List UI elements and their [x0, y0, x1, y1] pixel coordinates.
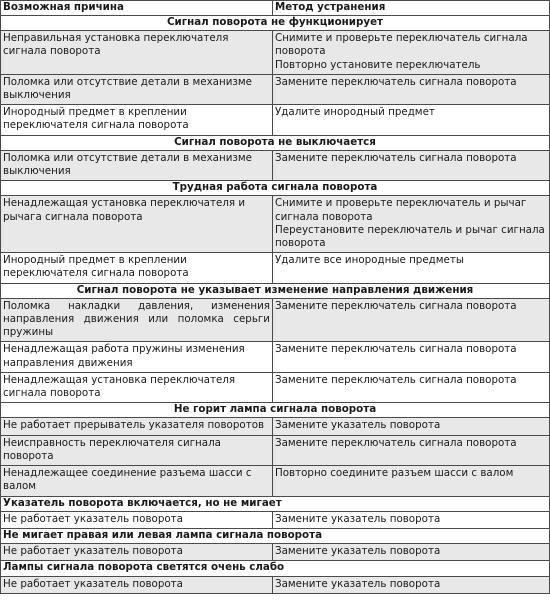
cause-cell: Не работает прерыватель указателя поворотов	[1, 418, 273, 435]
cause-cell: Неправильная установка переключателя сигнала поворота	[1, 31, 273, 75]
remedy-cell	[273, 576, 550, 593]
table-row	[1, 418, 550, 435]
remedy-line: Снимите и проверьте переключатель и рычаг сигнала поворота	[275, 197, 527, 223]
remedy-column-header: Метод устранения	[273, 1, 550, 16]
section-title: Лампы сигнала поворота светятся очень слабо	[1, 561, 550, 576]
remedy-line: Снимите и проверьте переключатель сигнала поворота	[275, 32, 528, 58]
cause-cell: Поломка или отсутствие детали в механизме выключения	[1, 74, 273, 104]
section-header-row	[1, 135, 550, 150]
remedy-cell	[273, 31, 550, 75]
table-row	[1, 466, 550, 496]
section-title: Сигнал поворота не выключается	[1, 135, 550, 150]
remedy-cell	[273, 372, 550, 402]
section-header-row	[1, 403, 550, 418]
section-title: Указатель поворота включается, но не мигает	[1, 496, 550, 511]
remedy-cell	[273, 544, 550, 561]
section-header-row	[1, 528, 550, 543]
section-header-row	[1, 496, 550, 511]
remedy-line: Повторно соедините разъем шасси с валом	[275, 467, 514, 480]
cause-cell: Ненадлежащая установка переключателя и рычага сигнала поворота	[1, 196, 273, 253]
remedy-line: Замените указатель поворота	[275, 577, 441, 590]
table-row	[1, 435, 550, 465]
remedy-cell	[273, 196, 550, 253]
remedy-line: Удалите инородный предмет	[275, 106, 435, 119]
table-row	[1, 342, 550, 372]
section-header-row	[1, 283, 550, 298]
table-row	[1, 105, 550, 135]
remedy-line: Замените переключатель сигнала поворота	[275, 299, 517, 312]
remedy-cell	[273, 74, 550, 104]
table-row	[1, 31, 550, 75]
cause-cell: Поломка накладки давления, изменения направления движения или поломка серьги пружины	[1, 298, 273, 342]
remedy-cell	[273, 298, 550, 342]
section-header-row	[1, 561, 550, 576]
section-title: Не мигает правая или левая лампа сигнала поворота	[1, 528, 550, 543]
remedy-line: Повторно установите переключатель	[275, 58, 481, 71]
section-title: Сигнал поворота не указывает изменение направления движения	[1, 283, 550, 298]
remedy-line: Замените указатель поворота	[275, 419, 441, 432]
remedy-cell	[273, 511, 550, 528]
section-title: Не горит лампа сигнала поворота	[1, 403, 550, 418]
cause-cell: Не работает указатель поворота	[1, 576, 273, 593]
remedy-line: Замените переключатель сигнала поворота	[275, 151, 517, 164]
remedy-line: Удалите все инородные предметы	[275, 254, 465, 267]
remedy-line: Замените переключатель сигнала поворота	[275, 373, 517, 386]
remedy-line: Переустановите переключатель и рычаг сигнала поворота	[275, 223, 545, 250]
section-title: Трудная работа сигнала поворота	[1, 181, 550, 196]
remedy-cell	[273, 435, 550, 465]
table-row	[1, 511, 550, 528]
table-row	[1, 253, 550, 283]
cause-cell: Поломка или отсутствие детали в механизме выключения	[1, 150, 273, 180]
remedy-cell	[273, 105, 550, 135]
table-row	[1, 150, 550, 180]
table-row	[1, 576, 550, 593]
cause-cell: Не работает указатель поворота	[1, 544, 273, 561]
section-header-row	[1, 16, 550, 31]
remedy-line: Замените переключатель сигнала поворота	[275, 436, 517, 449]
remedy-cell	[273, 418, 550, 435]
cause-cell: Инородный предмет в креплении переключателя сигнала поворота	[1, 253, 273, 283]
section-header-row	[1, 181, 550, 196]
remedy-cell	[273, 466, 550, 496]
cause-cell: Ненадлежащая работа пружины изменения направления движения	[1, 342, 273, 372]
table-row	[1, 298, 550, 342]
remedy-line: Замените переключатель сигнала поворота	[275, 343, 517, 356]
table-row	[1, 74, 550, 104]
remedy-cell	[273, 253, 550, 283]
cause-cell: Неисправность переключателя сигнала поворота	[1, 435, 273, 465]
remedy-line: Замените указатель поворота	[275, 512, 441, 525]
remedy-cell	[273, 342, 550, 372]
remedy-line: Замените переключатель сигнала поворота	[275, 75, 517, 88]
table-header-row	[1, 1, 550, 16]
remedy-line: Замените указатель поворота	[275, 545, 441, 558]
section-title: Сигнал поворота не функционирует	[1, 16, 550, 31]
cause-cell: Инородный предмет в креплении переключателя сигнала поворота	[1, 105, 273, 135]
remedy-cell	[273, 150, 550, 180]
cause-cell: Ненадлежащая установка переключателя сигнала поворота	[1, 372, 273, 402]
table-row	[1, 196, 550, 253]
table-body	[1, 16, 550, 594]
table-row	[1, 372, 550, 402]
cause-cell: Ненадлежащее соединение разъема шасси с валом	[1, 466, 273, 496]
table-row	[1, 544, 550, 561]
cause-column-header: Возможная причина	[1, 1, 273, 16]
cause-cell: Не работает указатель поворота	[1, 511, 273, 528]
